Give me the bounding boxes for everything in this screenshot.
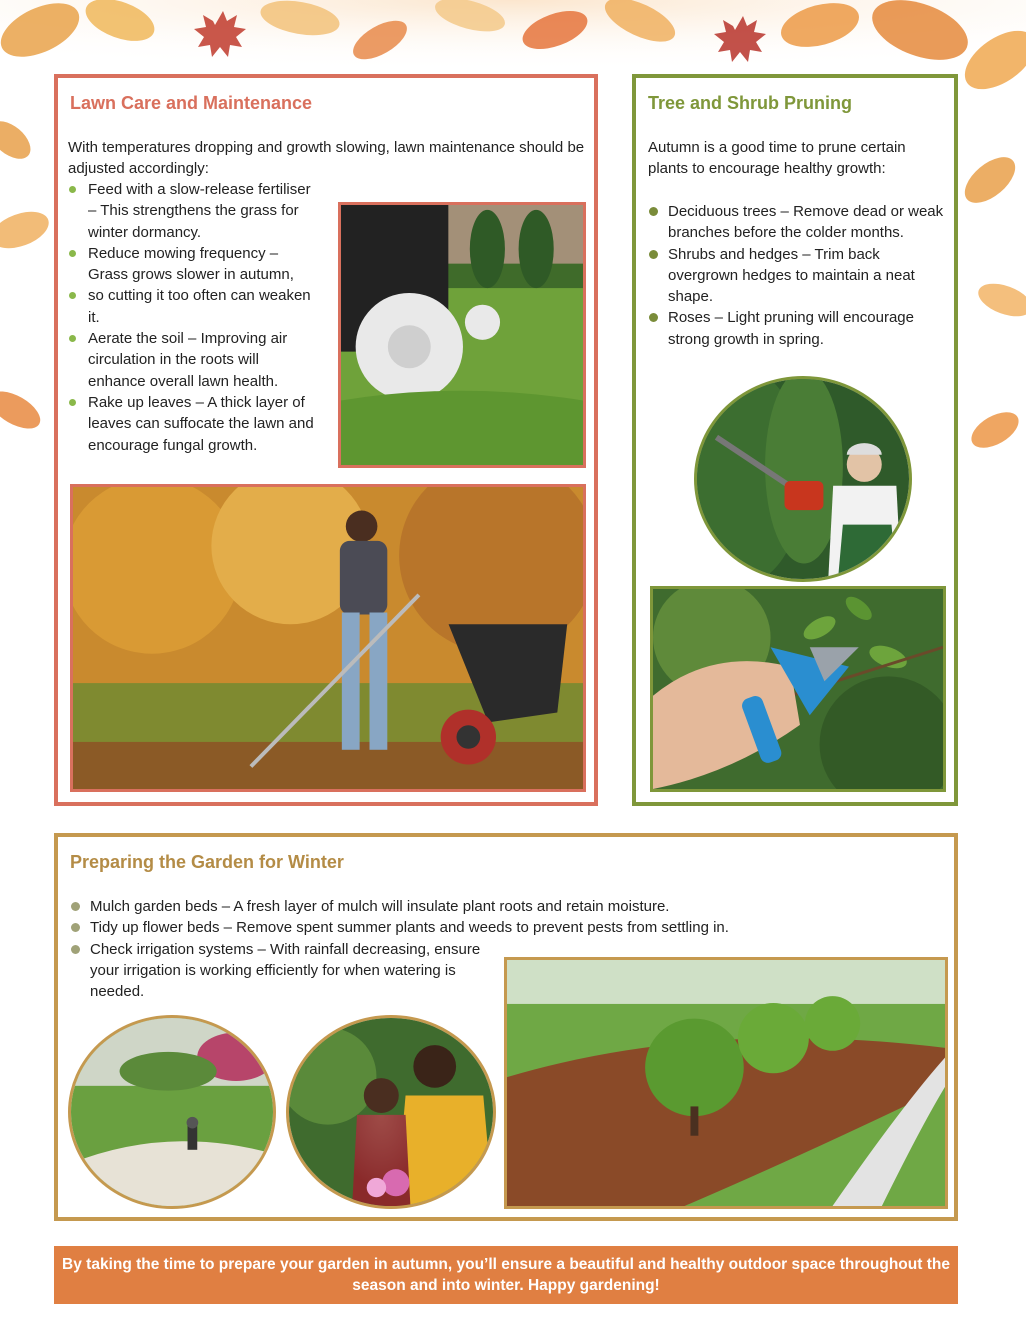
lawn-mower-photo <box>338 202 586 468</box>
lawn-care-title: Lawn Care and Maintenance <box>70 93 313 113</box>
bullet-icon <box>69 250 76 257</box>
list-item: Tidy up flower beds – Remove spent summer plants and weeds to prevent pests from settling in. <box>70 917 930 938</box>
family-gardening-photo <box>286 1015 496 1209</box>
prepare-garden-section <box>54 833 958 1221</box>
bullet-icon <box>71 902 80 911</box>
list-item: Feed with a slow-release fertiliser – This strengthens the grass for winter dormancy. <box>68 179 318 243</box>
hedge-trimming-photo <box>694 376 912 582</box>
lawn-care-section <box>54 74 598 806</box>
bullet-icon <box>69 399 76 406</box>
rose-pruning-photo <box>650 586 946 792</box>
bullet-icon <box>69 335 76 342</box>
list-item: Shrubs and hedges – Trim back overgrown hedges to maintain a neat shape. <box>648 244 948 308</box>
bullet-icon <box>69 186 76 193</box>
tree-pruning-intro: Autumn is a good time to prune certain plants to encourage healthy growth: <box>648 139 906 178</box>
closing-banner: By taking the time to prepare your garden in autumn, you’ll ensure a beautiful and healthy outdoor space throughout the season and into winter. Happy gardening! <box>54 1246 958 1304</box>
bullet-icon <box>649 250 658 259</box>
list-item: Aerate the soil – Improving air circulation in the roots will enhance overall lawn health. <box>68 328 318 392</box>
bullet-icon <box>71 923 80 932</box>
list-item: Rake up leaves – A thick layer of leaves can suffocate the lawn and encourage fungal growth. <box>68 392 318 456</box>
bullet-icon <box>649 313 658 322</box>
list-item: Mulch garden beds – A fresh layer of mulch will insulate plant roots and retain moisture. <box>70 896 930 917</box>
raking-leaves-photo <box>70 484 586 792</box>
list-item: Check irrigation systems – With rainfall decreasing, ensure your irrigation is working efficiently for when watering is needed. <box>70 939 485 1003</box>
lawn-care-list <box>68 179 318 456</box>
tree-pruning-list <box>648 201 948 350</box>
tree-pruning-title: Tree and Shrub Pruning <box>648 93 853 113</box>
list-item: Roses – Light pruning will encourage strong growth in spring. <box>648 307 948 350</box>
tree-shrub-section <box>632 74 958 806</box>
prepare-garden-title: Preparing the Garden for Winter <box>70 852 344 872</box>
lawn-care-intro: With temperatures dropping and growth slowing, lawn maintenance should be adjusted accordingly: <box>68 139 585 178</box>
list-item: Deciduous trees – Remove dead or weak branches before the colder months. <box>648 201 948 244</box>
mulched-bed-photo <box>504 957 948 1209</box>
list-item: Reduce mowing frequency – Grass grows slower in autumn, <box>68 243 318 286</box>
bullet-icon <box>71 945 80 954</box>
sprinkler-photo <box>68 1015 276 1209</box>
bullet-icon <box>649 207 658 216</box>
bullet-icon <box>69 292 76 299</box>
list-item: so cutting it too often can weaken it. <box>68 285 318 328</box>
